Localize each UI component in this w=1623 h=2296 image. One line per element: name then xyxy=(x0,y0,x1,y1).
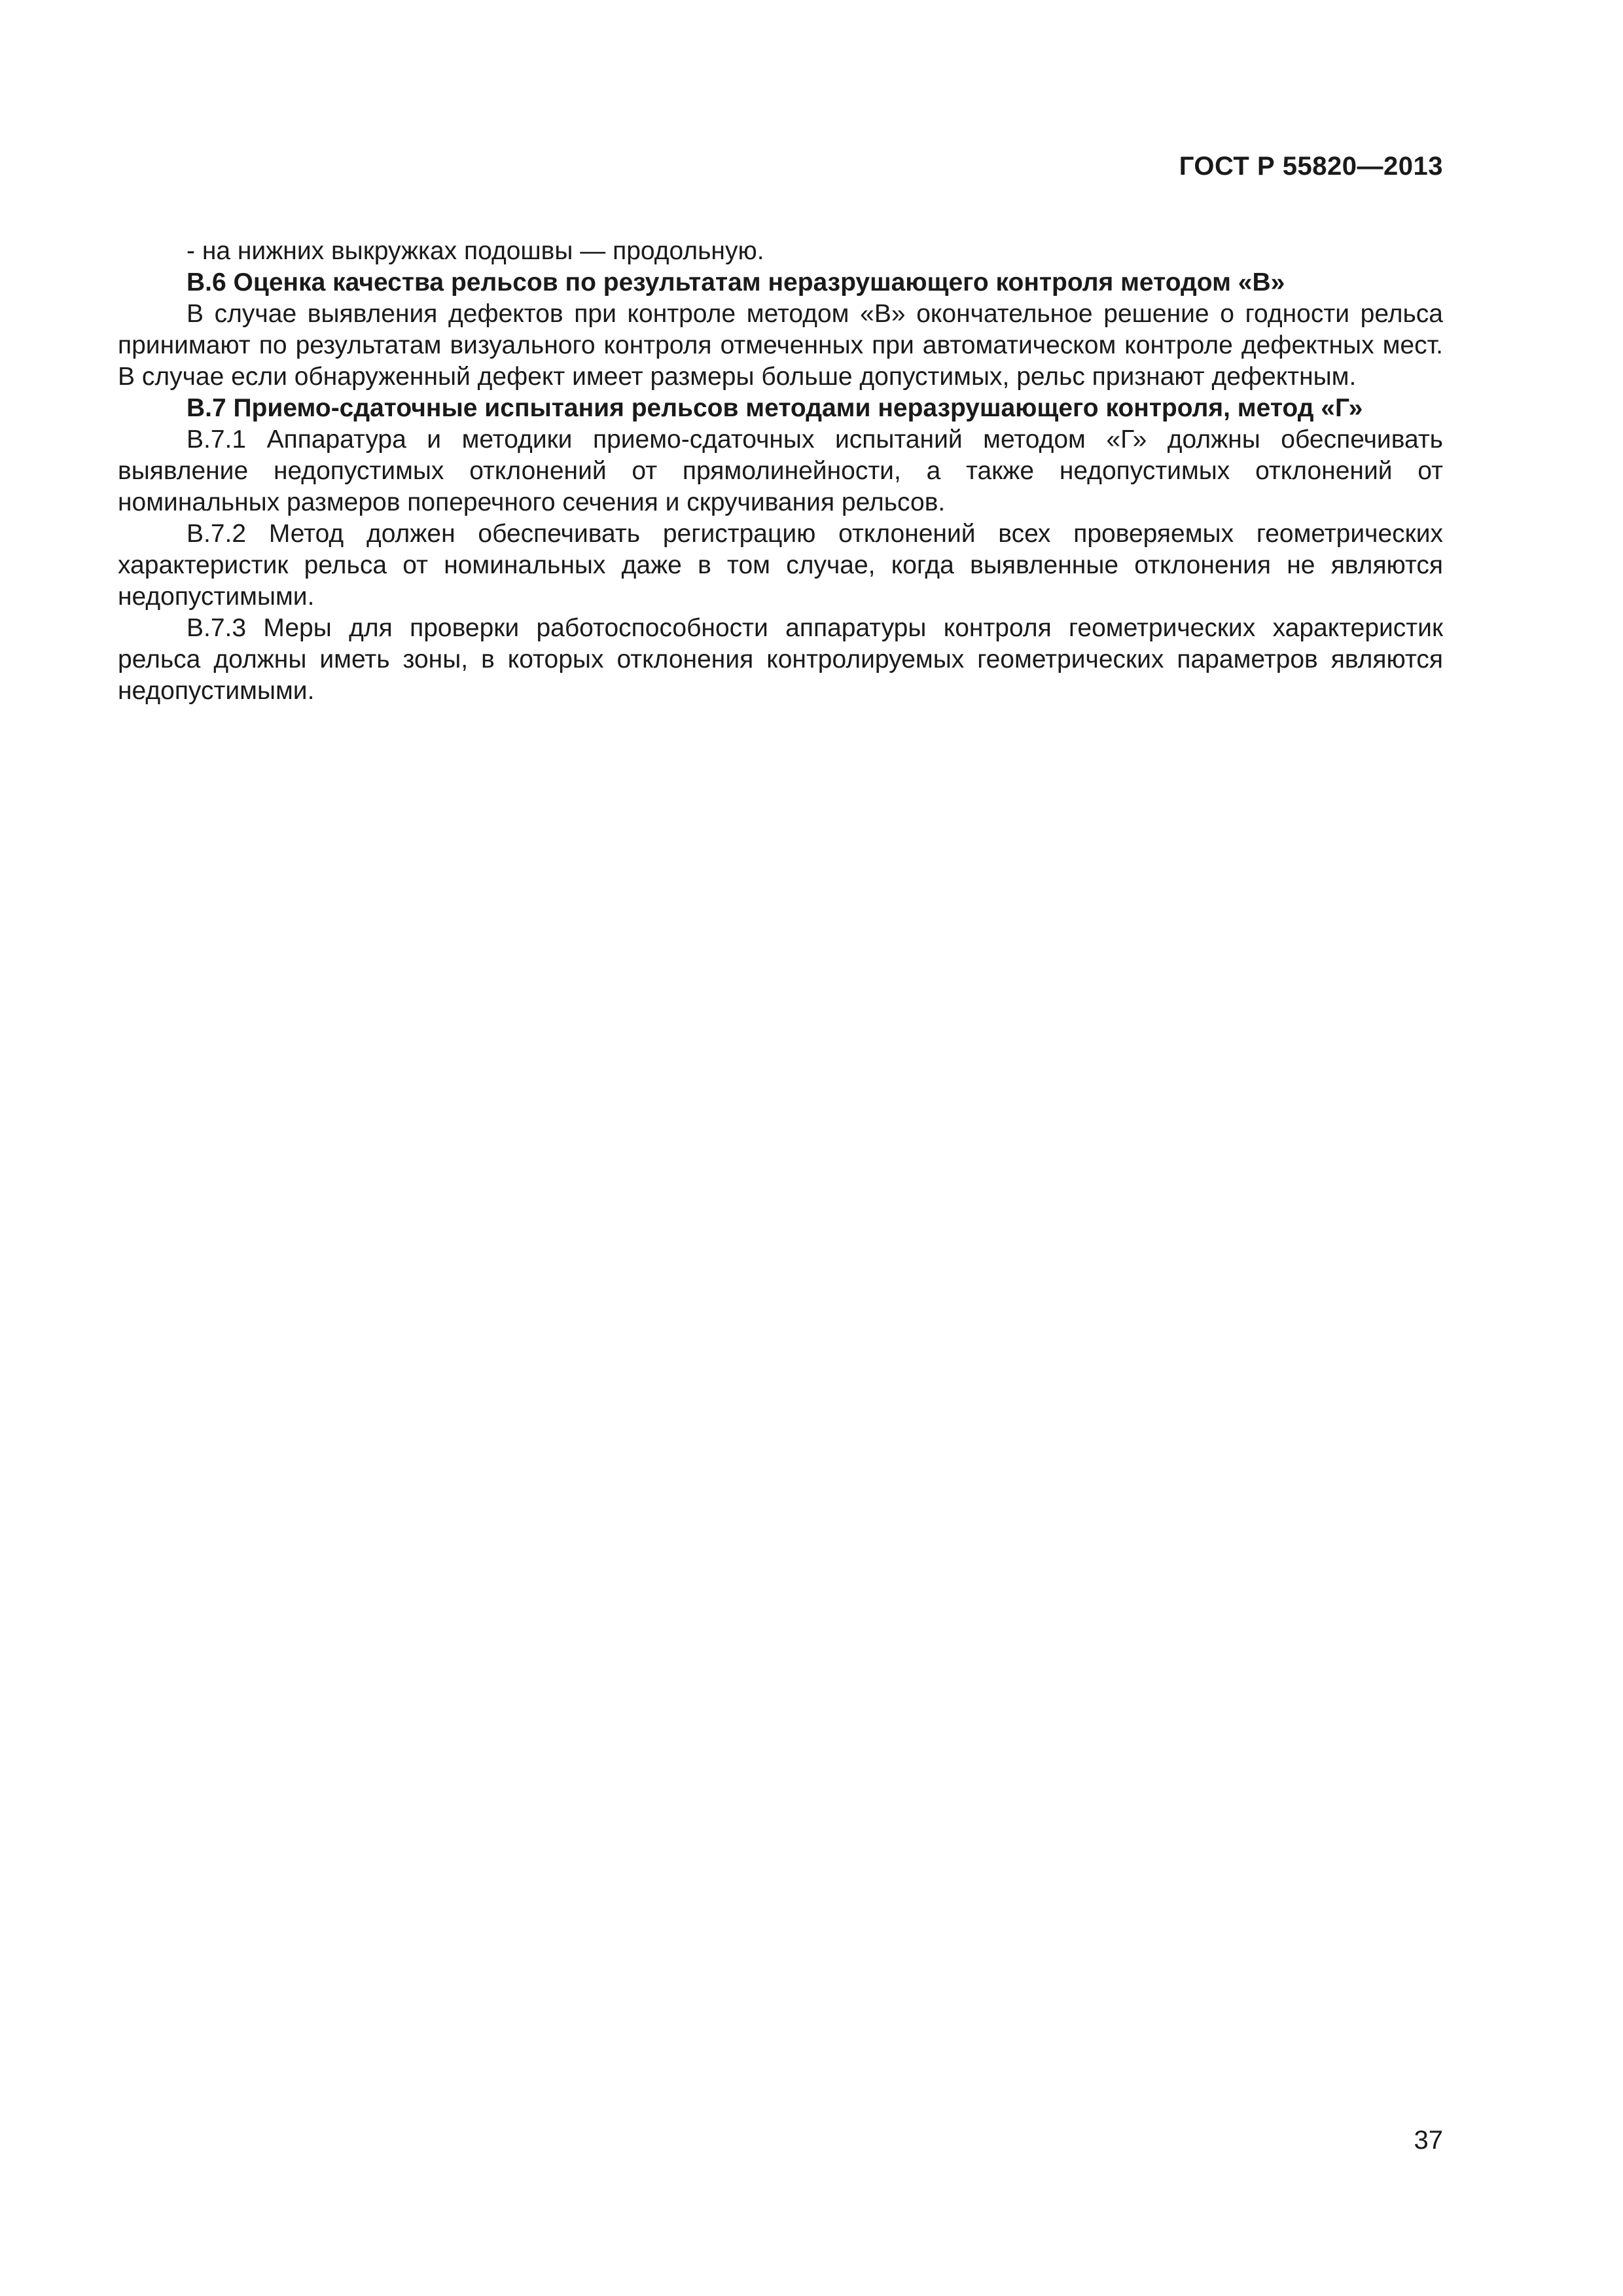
paragraph-b7-1: В.7.1 Аппаратура и методики приемо-сдаточных испытаний методом «Г» должны обеспечивать выявление недопустимых отклонений от прямолинейности, а также недопустимых отклонений от номинальных размеров поперечного сечения и скручивания рельсов. xyxy=(118,425,1443,516)
document-body xyxy=(118,236,1443,707)
section-heading-b6: В.6 Оценка качества рельсов по результатам неразрушающего контроля методом «В» xyxy=(187,268,1285,296)
page-number: 37 xyxy=(1414,2126,1443,2155)
paragraph-b7-3: В.7.3 Меры для проверки работоспособности аппаратуры контроля геометрических характеристик рельса должны иметь зоны, в которых отклонения контролируемых геометрических параметров являются недопустимыми. xyxy=(118,614,1443,705)
paragraph-list-item: - на нижних выкружках подошвы — продольную. xyxy=(187,237,764,265)
section-heading-b7: В.7 Приемо-сдаточные испытания рельсов методами неразрушающего контроля, метод «Г» xyxy=(187,394,1363,422)
document-code: ГОСТ Р 55820—2013 xyxy=(1179,152,1443,181)
paragraph-b7-2: В.7.2 Метод должен обеспечивать регистрацию отклонений всех проверяемых геометрических характеристик рельса от номинальных даже в том случае, когда выявленные отклонения не являются недопустимыми. xyxy=(118,520,1443,611)
paragraph-b6-text: В случае выявления дефектов при контроле методом «В» окончательное решение о годности рельса принимают по результатам визуального контроля отмеченных при автоматическом контроле дефектных мест. В случае если обнаруженный дефект имеет размеры больше допустимых, рельс признают дефектным. xyxy=(118,300,1443,391)
